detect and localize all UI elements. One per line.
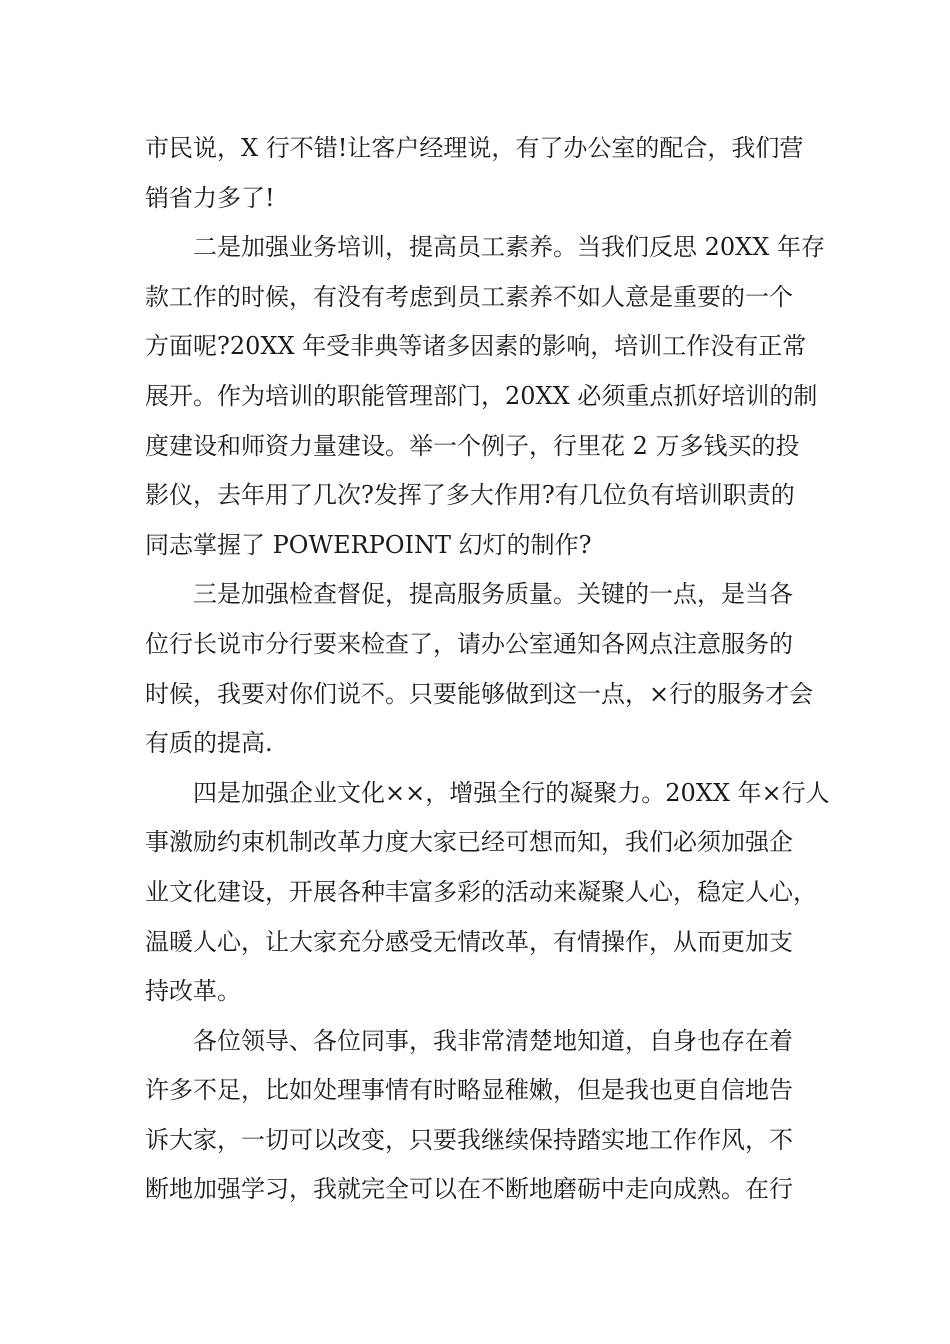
text-line: 许多不足，比如处理事情有时略显稚嫩，但是我也更自信地告 [145,1076,793,1105]
text-line: 同志掌握了 POWERPOINT 幻灯的制作? [145,530,592,559]
text-line: 位行长说市分行要来检查了，请办公室通知各网点注意服务的 [145,629,793,658]
paragraph-start-line: 四是加强企业文化××，增强全行的凝聚力。20XX 年×行人 [193,778,830,807]
text-line: 度建设和师资力量建设。举一个例子，行里花 2 万多钱买的投 [145,431,800,460]
text-line: 断地加强学习，我就完全可以在不断地磨砺中走向成熟。在行 [145,1175,793,1204]
text-line: 业文化建设，开展各种丰富多彩的活动来凝聚人心，稳定人心， [145,877,817,906]
text-line: 事激励约束机制改革力度大家已经可想而知，我们必须加强企 [145,828,793,857]
text-line: 时候，我要对你们说不。只要能够做到这一点，×行的服务才会 [145,679,814,708]
text-line: 销省力多了! [145,183,275,212]
text-line: 市民说，X 行不错!让客户经理说，有了办公室的配合，我们营 [145,134,804,162]
paragraph-start-line: 各位领导、各位同事，我非常清楚地知道，自身也存在着 [193,1026,793,1055]
text-line: 影仪，去年用了几次?发挥了多大作用?有几位负有培训职责的 [145,481,795,510]
text-line: 有质的提高. [145,729,273,758]
text-line: 诉大家，一切可以改变，只要我继续保持踏实地工作作风，不 [145,1125,793,1154]
paragraph-start-line: 二是加强业务培训，提高员工素养。当我们反思 20XX 年存 [193,233,825,262]
text-line: 方面呢?20XX 年受非典等诸多因素的影响，培训工作没有正常 [145,332,807,361]
text-line: 温暖人心，让大家充分感受无情改革，有情操作，从而更加支 [145,927,793,956]
text-line: 展开。作为培训的职能管理部门，20XX 必须重点抓好培训的制 [145,381,818,410]
paragraph-start-line: 三是加强检查督促，提高服务质量。关键的一点，是当各 [193,580,793,609]
document-body [145,124,830,1215]
text-line: 持改革。 [145,977,241,1006]
text-line: 款工作的时候，有没有考虑到员工素养不如人意是重要的一个 [145,282,793,311]
